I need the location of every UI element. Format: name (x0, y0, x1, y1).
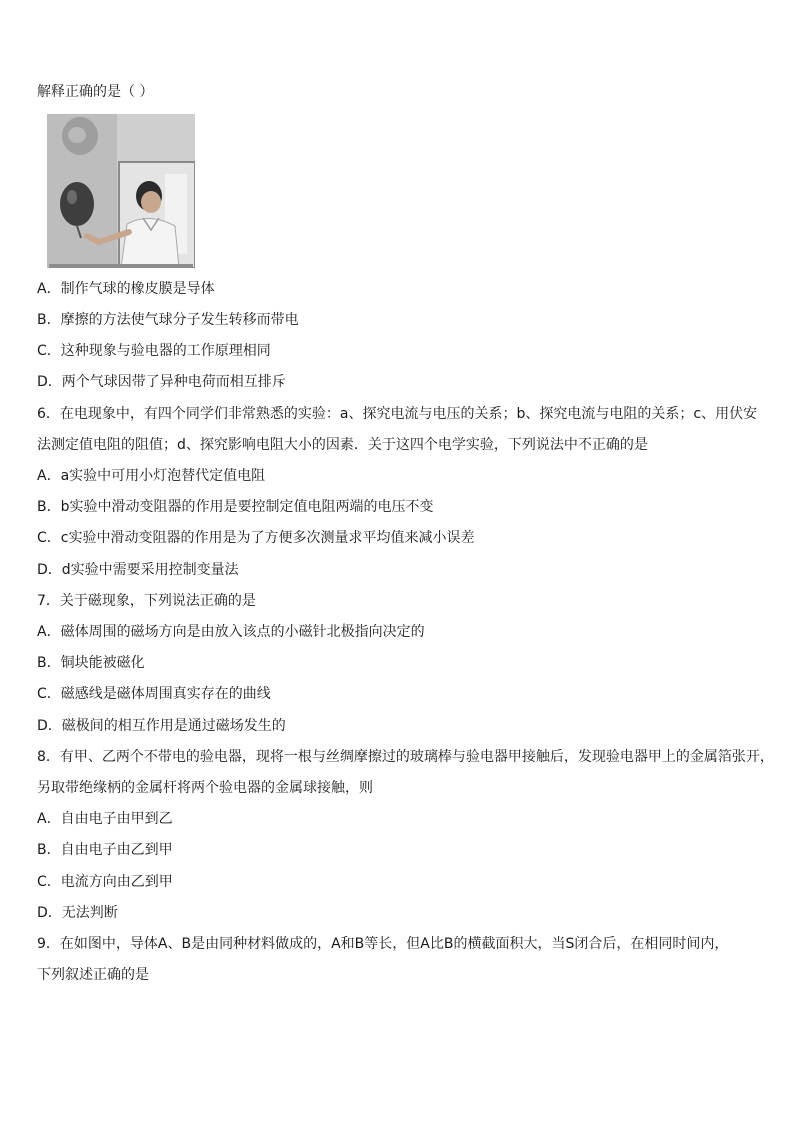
question-6-stem-line-1: 6．在电现象中，有四个同学们非常熟悉的实验：a、探究电流与电压的关系；b、探究电流与电阻的关系；c、用伏安 (37, 406, 758, 422)
question-5-option-d: D．两个气球因带了异种电荷而相互排斥 (37, 374, 286, 390)
question-7-option-d: D．磁极间的相互作用是通过磁场发生的 (37, 718, 286, 734)
question-6-option-c: C．c实验中滑动变阻器的作用是为了方便多次测量求平均值来减小误差 (37, 530, 475, 546)
question-6-stem-line-2: 法测定值电阻的阻值；d、探究影响电阻大小的因素．关于这四个电学实验，下列说法中不正确的是 (37, 437, 648, 453)
question-6-option-d: D．d实验中需要采用控制变量法 (37, 562, 239, 578)
question-8-option-a: A．自由电子由甲到乙 (37, 811, 173, 827)
question-9-stem-line-1: 9．在如图中，导体A、B是由同种材料做成的，A和B等长，但A比B的横截面积大，当S闭合后，在相同时间内， (37, 936, 729, 952)
question-5-option-a: A．制作气球的橡皮膜是导体 (37, 281, 215, 297)
balloon-photo (47, 114, 195, 268)
question-8-stem-line-2: 另取带绝缘柄的金属杆将两个验电器的金属球接触，则 (37, 780, 373, 796)
question-7-option-b: B．铜块能被磁化 (37, 655, 145, 671)
question-7-option-c: C．磁感线是磁体周围真实存在的曲线 (37, 686, 271, 702)
question-7-stem: 7．关于磁现象，下列说法正确的是 (37, 593, 256, 609)
question-5-option-c: C．这种现象与验电器的工作原理相同 (37, 343, 271, 359)
question-6-option-a: A．a实验中可用小灯泡替代定值电阻 (37, 468, 266, 484)
question-5-stem-tail: 解释正确的是（ ） (37, 84, 154, 100)
question-7-option-a: A．磁体周围的磁场方向是由放入该点的小磁针北极指向决定的 (37, 624, 425, 640)
question-8-option-c: C．电流方向由乙到甲 (37, 874, 173, 890)
question-8-option-b: B．自由电子由乙到甲 (37, 842, 173, 858)
question-8-option-d: D．无法判断 (37, 905, 118, 921)
question-9-stem-line-2: 下列叙述正确的是 (37, 967, 149, 983)
question-6-option-b: B．b实验中滑动变阻器的作用是要控制定值电阻两端的电压不变 (37, 499, 434, 515)
question-8-stem-line-1: 8．有甲、乙两个不带电的验电器，现将一根与丝绸摩擦过的玻璃棒与验电器甲接触后，发现验电器甲上的金属箔张开， (37, 749, 774, 765)
question-5-option-b: B．摩擦的方法使气球分子发生转移而带电 (37, 312, 299, 328)
